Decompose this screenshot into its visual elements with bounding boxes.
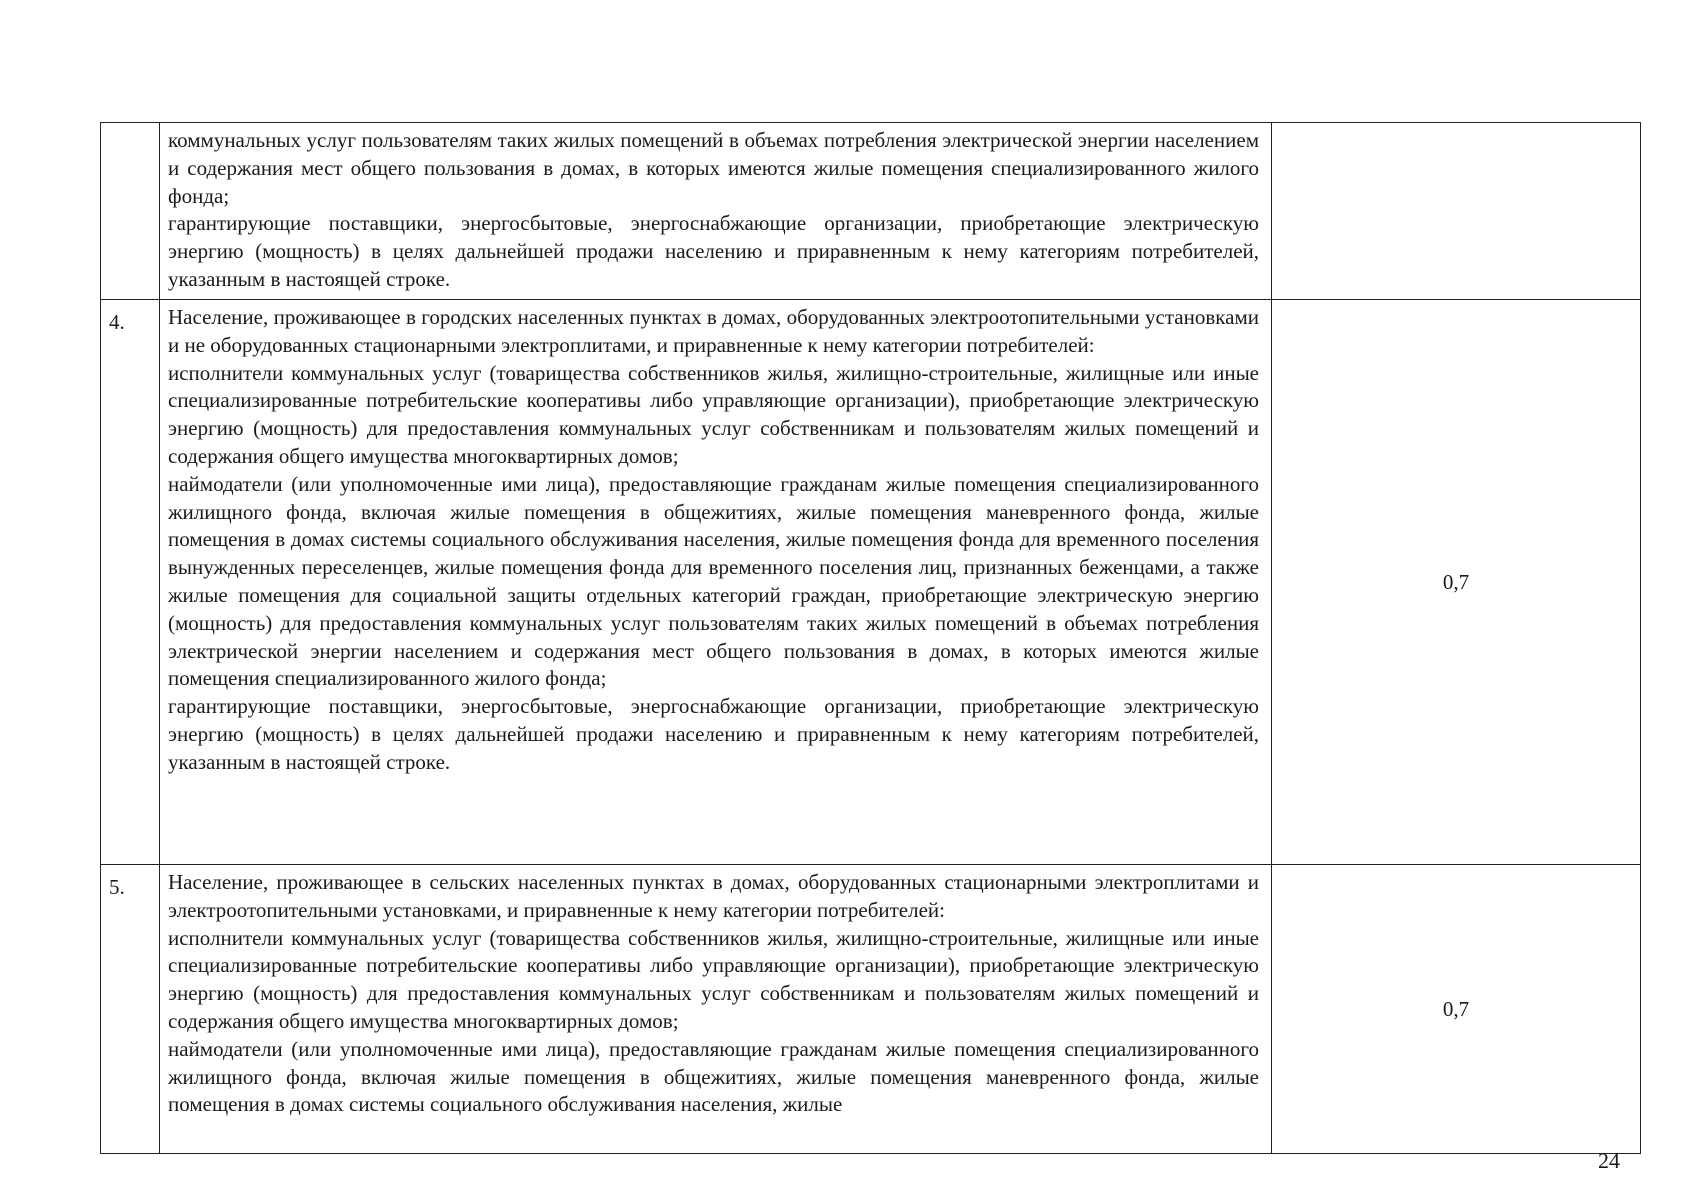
row-number: 5. xyxy=(101,865,160,1154)
paragraph: наймодатели (или уполномоченные ими лица), предоставляющие гражданам жилые помещения специализированного жилищного фонда, включая жилые помещения в общежитиях, жилые помещения маневренного фонда, жилые помещения в домах системы социального обслуживания населения, жилые xyxy=(168,1036,1259,1117)
paragraph: гарантирующие поставщики, энергосбытовые, энергоснабжающие организации, приобретающие электрическую энергию (мощность) в целях дальнейшей продажи населению и приравненным к нему категориям потребителей, указанным в настоящей строке. xyxy=(168,694,1259,774)
page-number: 24 xyxy=(1598,1148,1620,1173)
row-value xyxy=(1272,123,1641,300)
table-row xyxy=(101,123,1641,300)
paragraph: Население, проживающее в сельских населенных пунктах в домах, оборудованных стационарными электроплитами и электроотопительными установками, и приравненные к нему категории потребителей: xyxy=(168,870,1259,922)
row-description xyxy=(160,300,1272,865)
row-description xyxy=(160,865,1272,1154)
paragraph: наймодатели (или уполномоченные ими лица), предоставляющие гражданам жилые помещения специализированного жилищного фонда, включая жилые помещения в общежитиях, жилые помещения маневренного фонда, жилые помещения в домах системы социального обслуживания населения, жилые помещения фонда для временного поселения вынужденных переселенцев, жилые помещения фонда для временного поселения лиц, признанных беженцами, а также жилые помещения для социальной защиты отдельных категорий граждан, приобретающие электрическую энергию (мощность) для предоставления коммунальных услуг пользователям таких жилых помещений в объемах потребления электрической энергии населением и содержания мест общего пользования в домах, в которых имеются жилые помещения специализированного жилого фонда; xyxy=(168,471,1259,691)
row-number xyxy=(101,123,160,300)
table-row xyxy=(101,865,1641,1154)
tariff-table xyxy=(100,122,1641,1154)
paragraph: Население, проживающее в городских населенных пунктах в домах, оборудованных электроотопительными установками и не оборудованных стационарными электроплитами, и приравненные к нему категории потребителей: xyxy=(168,305,1259,357)
table-row xyxy=(101,300,1641,865)
paragraph: гарантирующие поставщики, энергосбытовые, энергоснабжающие организации, приобретающие электрическую энергию (мощность) в целях дальнейшей продажи населению и приравненным к нему категориям потребителей, указанным в настоящей строке. xyxy=(168,211,1259,291)
row-value: 0,7 xyxy=(1272,865,1641,1154)
row-description-clip xyxy=(168,869,1259,1145)
row-number: 4. xyxy=(101,300,160,865)
row-value: 0,7 xyxy=(1272,300,1641,865)
paragraph: исполнители коммунальных услуг (товарищества собственников жилья, жилищно-строительные, жилищные или иные специализированные потребительские кооперативы либо управляющие организации), приобретающие электрическую энергию (мощность) для предоставления коммунальных услуг собственникам и пользователям жилых помещений и содержания общего имущества многоквартирных домов; xyxy=(168,925,1259,1033)
paragraph: исполнители коммунальных услуг (товарищества собственников жилья, жилищно-строительные, жилищные или иные специализированные потребительские кооперативы либо управляющие организации), приобретающие электрическую энергию (мощность) для предоставления коммунальных услуг собственникам и пользователям жилых помещений и содержания общего имущества многоквартирных домов; xyxy=(168,360,1259,468)
row-description xyxy=(160,123,1272,300)
paragraph: коммунальных услуг пользователям таких жилых помещений в объемах потребления электрической энергии населением и содержания мест общего пользования в домах, в которых имеются жилые помещения специализированного жилого фонда; xyxy=(168,128,1259,208)
